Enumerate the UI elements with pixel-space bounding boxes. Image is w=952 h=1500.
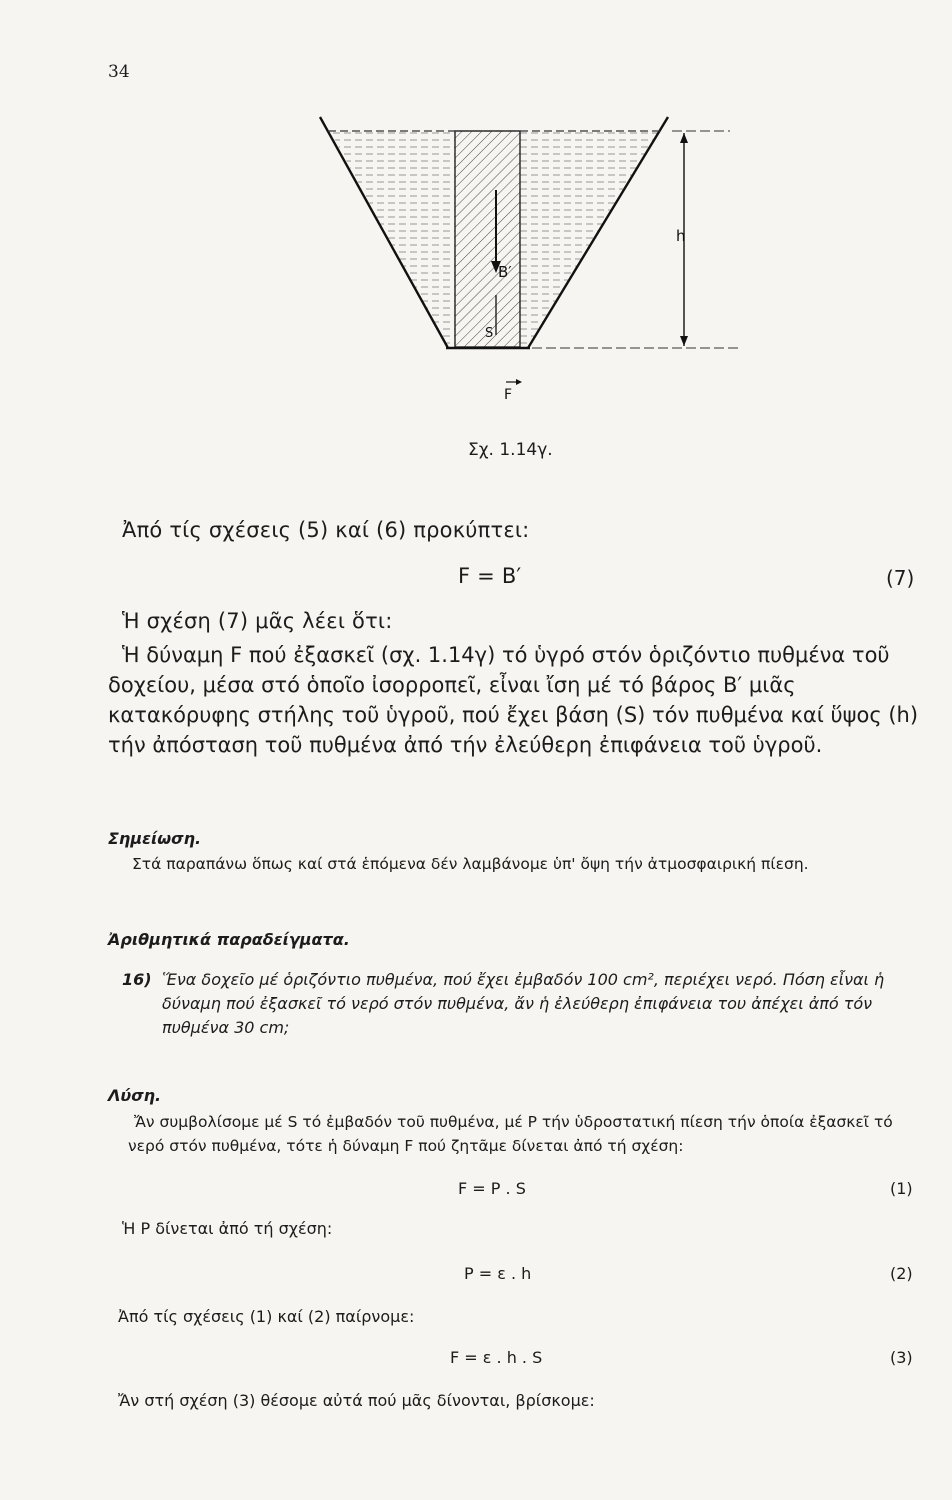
examples-title: Ἀριθμητικά παραδείγματα. [108,930,350,949]
label-F: F [504,387,513,403]
note-text: Στά παραπάνω ὅπως καί στά ἑπόμενα δέν λαμβάνομε ὑπ' ὄψη τήν ἀτμοσφαιρική πίεση. [132,855,809,873]
equation-2: P = ε . h [464,1264,532,1283]
equation-7-number: (7) [886,566,915,590]
solution-paragraph-4: Ἄν στή σχέση (3) θέσομε αὐτά πού μᾶς δίνονται, βρίσκομε: [118,1391,595,1410]
intro-line: Ἀπό τίς σχέσεις (5) καί (6) προκύπτει: [122,518,530,542]
note-title: Σημείωση. [108,829,202,848]
main-paragraph: Ἡ δύναμη F πού ἐξασκεῖ (σχ. 1.14γ) τό ὑγρό στόν ὁριζόντιο πυθμένα τοῦ δοχείου, μέσα στό ὁποῖο ἰσορροπεῖ, εἶναι ἴση μέ τό βάρος B′ μιᾶς κατακόρυφης στήλης τοῦ ὑγροῦ, πού ἔχει βάση (S) τόν πυθμένα καί ὕψος (h) τήν ἀπόσταση τοῦ πυθμένα ἀπό τήν ἐλεύθερη ἐπιφάνεια τοῦ ὑγροῦ. [108,643,919,757]
problem-text: Ἕνα δοχεῖο μέ ὁριζόντιο πυθμένα, πού ἔχει ἐμβαδόν 100 cm², περιέχει νερό. Πόση εἶναι ἡ δύναμη πού ἐξασκεῖ τό νερό στόν πυθμένα, ἄν ἡ ἐλεύθερη ἐπιφάνεια του ἀπέχει ἀπό τόν πυθμένα 30 cm; [162,970,885,1037]
relation-says: Ἡ σχέση (7) μᾶς λέει ὅτι: [122,609,393,633]
equation-2-number: (2) [890,1264,913,1283]
equation-3-number: (3) [890,1348,913,1367]
label-h: h [676,227,686,245]
vessel-diagram [300,95,760,405]
solution-paragraph-3: Ἀπό τίς σχέσεις (1) καί (2) παίρνομε: [118,1307,415,1326]
label-B: B′ [498,263,512,281]
problem-number: 16) [122,970,152,989]
equation-7: F = B′ [458,564,522,588]
solution-title: Λύση. [108,1086,162,1105]
equation-1: F = P . S [458,1179,526,1198]
solution-paragraph-2: Ἡ P δίνεται ἀπό τή σχέση: [122,1219,333,1238]
solution-paragraph-1: Ἄν συμβολίσομε μέ S τό ἐμβαδόν τοῦ πυθμένα, μέ P τήν ὑδροστατική πίεση τήν ὁποία ἐξασκεῖ τό νερό στόν πυθμένα, τότε ἡ δύναμη F πού ζητᾶμε δίνεται ἀπό τή σχέση: [128,1113,893,1155]
vessel-figure [300,95,760,409]
page-number: 34 [108,62,130,82]
equation-1-number: (1) [890,1179,913,1198]
label-S: S [485,326,494,341]
equation-3: F = ε . h . S [450,1348,543,1367]
figure-caption: Σχ. 1.14γ. [468,440,553,460]
